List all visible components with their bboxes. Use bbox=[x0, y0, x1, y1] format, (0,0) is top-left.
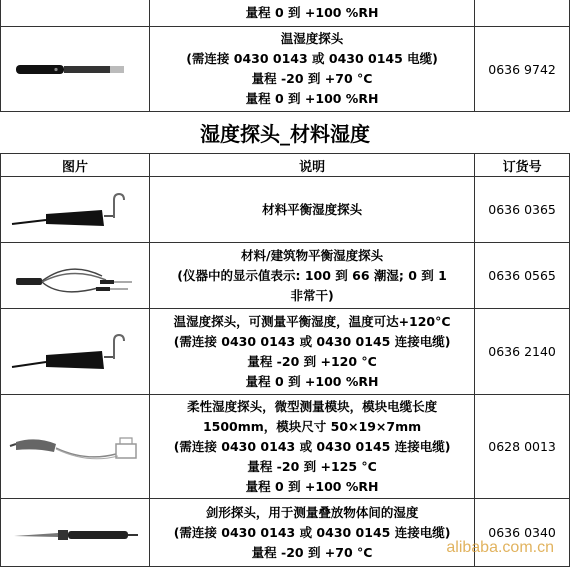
section-title: 湿度探头_材料湿度 bbox=[200, 122, 370, 146]
column-header-description: 说明 bbox=[149, 154, 474, 177]
hook-probe-icon bbox=[10, 327, 140, 377]
table-row bbox=[1, 27, 570, 112]
header-row bbox=[1, 154, 570, 177]
description-line: (需连接 0430 0143 或 0430 0145 连接电缆) bbox=[173, 333, 451, 349]
hook-probe-icon bbox=[10, 188, 140, 232]
cable-probe-icon bbox=[10, 254, 140, 298]
description-line: 量程 -20 到 +120 °C bbox=[247, 353, 377, 369]
description-line: 量程 0 到 +100 %RH bbox=[245, 373, 379, 389]
description-line: 量程 -20 到 +125 °C bbox=[247, 458, 377, 474]
watermark: alibaba.com.cn bbox=[446, 539, 554, 556]
description-line: 量程 0 到 +100 %RH bbox=[245, 5, 379, 20]
order-number-cell: 0636 0340 bbox=[475, 499, 570, 567]
description-cell bbox=[149, 395, 474, 499]
description-line: (需连接 0430 0143 或 0430 0145 连接电缆) bbox=[173, 524, 451, 540]
picture-cell bbox=[1, 177, 150, 243]
table-row bbox=[1, 309, 570, 395]
order-number-cell: 0636 0365 bbox=[475, 177, 570, 243]
description-cell bbox=[149, 309, 474, 395]
table-row bbox=[1, 243, 570, 309]
description-line: (仪器中的显示值表示: 100 到 66 潮湿; 0 到 1 bbox=[177, 267, 447, 283]
description-line: 量程 -20 到 +70 °C bbox=[251, 544, 373, 560]
description-line: (需连接 0430 0143 或 0430 0145 电缆) bbox=[186, 51, 438, 66]
probe-table bbox=[0, 153, 570, 567]
description-line: 柔性湿度探头，微型测量模块，模块电缆长度 bbox=[187, 398, 438, 414]
table-row bbox=[1, 177, 570, 243]
table-row bbox=[1, 395, 570, 499]
column-header-picture: 图片 bbox=[1, 154, 150, 177]
description-line: 非常干) bbox=[290, 287, 334, 303]
picture-cell bbox=[1, 243, 150, 309]
stick-probe-icon bbox=[10, 54, 140, 84]
top-table bbox=[0, 0, 570, 112]
description-cell bbox=[149, 0, 474, 27]
description-line: 剑形探头，用于测量叠放物体间的湿度 bbox=[205, 504, 419, 520]
picture-cell bbox=[1, 0, 150, 27]
picture-cell bbox=[1, 27, 150, 112]
description-cell bbox=[149, 177, 474, 243]
description-line: 材料/建筑物平衡湿度探头 bbox=[241, 247, 384, 263]
description-line: 量程 0 到 +100 %RH bbox=[245, 91, 379, 106]
description-cell bbox=[149, 499, 474, 567]
picture-cell bbox=[1, 395, 150, 499]
description-line: 1500mm，模块尺寸 50×19×7mm bbox=[202, 418, 422, 434]
order-number-cell: 0628 0013 bbox=[475, 395, 570, 499]
order-number-cell: 0636 2140 bbox=[475, 309, 570, 395]
description-line: 温湿度探头 bbox=[280, 31, 344, 46]
order-number-cell bbox=[475, 0, 570, 27]
description-line: 材料平衡湿度探头 bbox=[262, 201, 363, 217]
picture-cell bbox=[1, 309, 150, 395]
flex-probe-icon bbox=[6, 422, 144, 472]
description-cell bbox=[149, 27, 474, 112]
description-line: 量程 -20 到 +70 °C bbox=[251, 71, 373, 86]
sword-probe-icon bbox=[10, 518, 140, 548]
column-header-order-number: 订货号 bbox=[475, 154, 570, 177]
description-line: 温湿度探头，可测量平衡湿度，温度可达+120°C bbox=[173, 313, 451, 329]
table-row bbox=[1, 0, 570, 27]
order-number-cell: 0636 0565 bbox=[475, 243, 570, 309]
description-line: 量程 0 到 +100 %RH bbox=[245, 478, 379, 494]
picture-cell bbox=[1, 499, 150, 567]
description-cell bbox=[149, 243, 474, 309]
order-number-cell: 0636 9742 bbox=[475, 27, 570, 112]
description-line: (需连接 0430 0143 或 0430 0145 连接电缆) bbox=[173, 438, 451, 454]
